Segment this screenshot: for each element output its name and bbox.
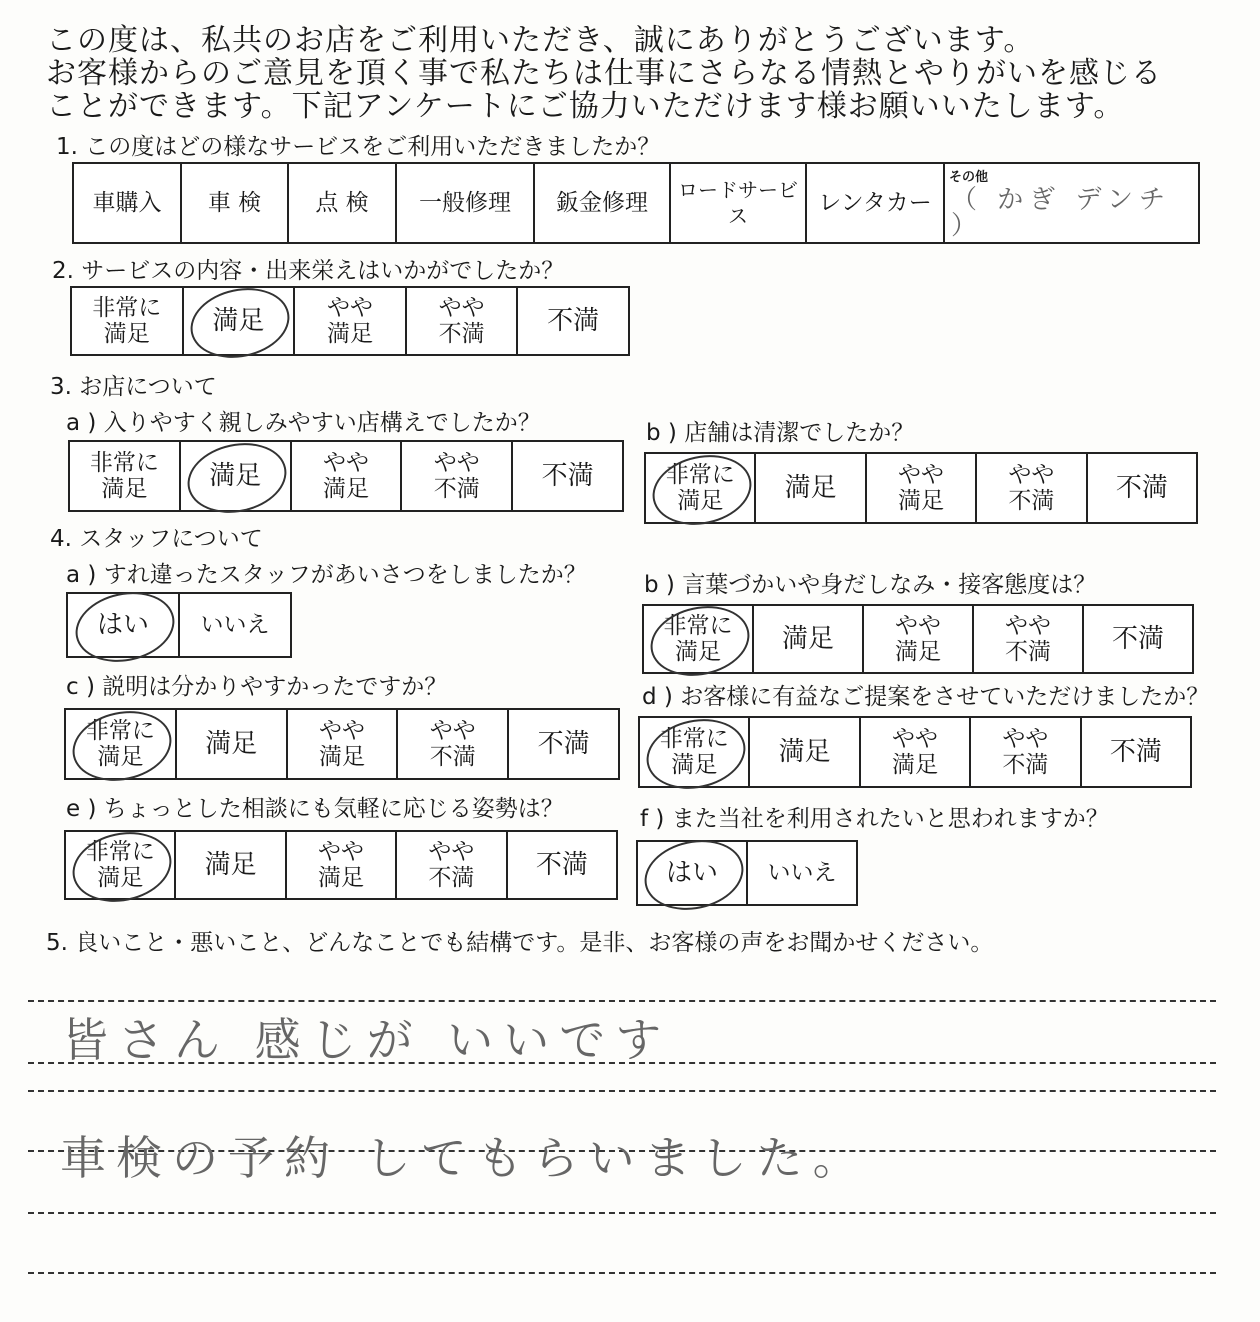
rating-option[interactable] bbox=[640, 718, 750, 786]
rating-option[interactable] bbox=[176, 832, 286, 898]
q1-option-other[interactable] bbox=[945, 164, 1198, 242]
rating-option-label: 満足 bbox=[778, 737, 831, 767]
rating-option[interactable] bbox=[754, 606, 864, 672]
q1-option[interactable]: 車 検 bbox=[182, 164, 289, 242]
q3b-question: b ) 店舗は清潔でしたか？ bbox=[646, 420, 915, 446]
q1-question: 1. この度はどの様なサービスをご利用いただきましたか？ bbox=[56, 134, 661, 160]
rating-option[interactable] bbox=[177, 710, 288, 778]
rating-option[interactable] bbox=[66, 710, 177, 778]
rating-option-label: いいえ bbox=[200, 612, 270, 638]
rating-option[interactable] bbox=[180, 594, 290, 656]
q4a-options bbox=[66, 592, 292, 658]
q4c-options bbox=[64, 708, 620, 780]
q4a-question: a ) すれ違ったスタッフがあいさつをしましたか？ bbox=[66, 562, 587, 588]
comment-line bbox=[28, 1272, 1216, 1274]
rating-option-label: 非常に 満足 bbox=[85, 839, 155, 891]
q4-heading: 4. スタッフについて bbox=[50, 526, 263, 552]
rating-option-label: 非常に 満足 bbox=[85, 718, 155, 770]
rating-option[interactable] bbox=[518, 288, 628, 354]
rating-option[interactable] bbox=[1082, 718, 1190, 786]
rating-option[interactable] bbox=[508, 832, 616, 898]
q3a-question: a ) 入りやすく親しみやすい店構えでしたか？ bbox=[66, 410, 541, 436]
rating-option-label: はい bbox=[96, 610, 149, 640]
rating-option-label: 満足 bbox=[204, 850, 257, 880]
rating-option[interactable] bbox=[1088, 454, 1196, 522]
rating-option[interactable] bbox=[977, 454, 1087, 522]
q5-question: 5. 良いこと・悪いこと、どんなことでも結構です。是非、お客様の声をお聞かせください。 bbox=[46, 930, 994, 956]
rating-option[interactable] bbox=[287, 832, 397, 898]
rating-option[interactable] bbox=[750, 718, 860, 786]
rating-option[interactable] bbox=[748, 842, 856, 904]
rating-option-label: 非常に 満足 bbox=[659, 726, 729, 778]
q3a-options bbox=[68, 440, 624, 512]
q4c-question: c ) 説明は分かりやすかったですか？ bbox=[66, 674, 448, 700]
rating-option-label: やや 満足 bbox=[892, 726, 939, 778]
rating-option-label: やや 不満 bbox=[433, 450, 480, 502]
q4e-options bbox=[64, 830, 618, 900]
rating-option[interactable] bbox=[971, 718, 1081, 786]
rating-option[interactable] bbox=[756, 454, 866, 522]
rating-option[interactable] bbox=[181, 442, 292, 510]
q1-option[interactable]: 点 検 bbox=[289, 164, 397, 242]
rating-option-label: 不満 bbox=[541, 461, 594, 491]
rating-option-label: 満足 bbox=[781, 624, 834, 654]
rating-option[interactable] bbox=[974, 606, 1084, 672]
rating-option-label: 満足 bbox=[209, 461, 262, 491]
rating-option[interactable] bbox=[66, 832, 176, 898]
q2-question: 2. サービスの内容・出来栄えはいかがでしたか？ bbox=[52, 258, 565, 284]
rating-option[interactable] bbox=[867, 454, 977, 522]
rating-option-label: やや 満足 bbox=[898, 462, 945, 514]
rating-option-label: 非常に 満足 bbox=[663, 613, 733, 665]
rating-option-label: やや 満足 bbox=[318, 839, 365, 891]
q3b-options bbox=[644, 452, 1198, 524]
intro-line-1: この度は、私共のお店をご利用いただき、誠にありがとうございます。 bbox=[46, 23, 1035, 58]
rating-option-label: やや 不満 bbox=[429, 718, 476, 770]
q4d-question: d ) お客様に有益なご提案をさせていただけましたか？ bbox=[642, 684, 1210, 710]
q1-option[interactable]: ロードサービス bbox=[671, 164, 807, 242]
q1-option[interactable]: 車購入 bbox=[74, 164, 182, 242]
rating-option-label: 不満 bbox=[1109, 737, 1162, 767]
rating-option[interactable] bbox=[184, 288, 296, 354]
q1-options bbox=[72, 162, 1200, 244]
q2-options bbox=[70, 286, 630, 356]
rating-option-label: 非常に 満足 bbox=[92, 295, 162, 347]
rating-option-label: やや 満足 bbox=[318, 718, 365, 770]
q4f-options bbox=[636, 840, 858, 906]
rating-option-label: はい bbox=[665, 858, 718, 888]
intro-text bbox=[46, 24, 1246, 123]
rating-option-label: 非常に 満足 bbox=[665, 462, 735, 514]
q4e-question: e ) ちょっとした相談にも気軽に応じる姿勢は？ bbox=[66, 796, 564, 822]
q4b-question: b ) 言葉づかいや身だしなみ・接客態度は？ bbox=[644, 572, 1097, 598]
rating-option[interactable] bbox=[644, 606, 754, 672]
q1-other-value: （ かぎ デンチ ） bbox=[951, 185, 1172, 241]
q1-other-label: その他 bbox=[949, 170, 989, 185]
q1-option[interactable]: レンタカー bbox=[807, 164, 945, 242]
rating-option-label: 不満 bbox=[1115, 473, 1168, 503]
rating-option[interactable] bbox=[70, 442, 181, 510]
rating-option[interactable] bbox=[398, 710, 509, 778]
rating-option[interactable] bbox=[646, 454, 756, 522]
comment-line bbox=[28, 1000, 1216, 1002]
rating-option[interactable] bbox=[295, 288, 407, 354]
rating-option-label: やや 不満 bbox=[1008, 462, 1055, 514]
rating-option[interactable] bbox=[407, 288, 519, 354]
rating-option[interactable] bbox=[72, 288, 184, 354]
rating-option[interactable] bbox=[68, 594, 180, 656]
q1-option[interactable]: 一般修理 bbox=[397, 164, 535, 242]
rating-option-label: 非常に 満足 bbox=[89, 450, 159, 502]
rating-option-label: 不満 bbox=[535, 850, 588, 880]
rating-option-label: 不満 bbox=[547, 306, 600, 336]
q4d-options bbox=[638, 716, 1192, 788]
rating-option-label: 不満 bbox=[537, 729, 590, 759]
rating-option[interactable] bbox=[864, 606, 974, 672]
rating-option-label: 不満 bbox=[1111, 624, 1164, 654]
rating-option[interactable] bbox=[509, 710, 618, 778]
comment-line bbox=[28, 1090, 1216, 1092]
q4f-question: f ) また当社を利用されたいと思われますか？ bbox=[640, 806, 1109, 832]
rating-option[interactable] bbox=[402, 442, 513, 510]
intro-line-2: お客様からのご意見を頂く事で私たちは仕事にさらなる情熱とやりがいを感じる bbox=[46, 56, 1162, 91]
rating-option[interactable] bbox=[1084, 606, 1192, 672]
handwritten-comment-line-2: 車検の予約 してもらいました。 bbox=[60, 1131, 869, 1185]
rating-option-label: やや 満足 bbox=[326, 295, 373, 347]
rating-option-label: やや 満足 bbox=[895, 613, 941, 665]
rating-option[interactable] bbox=[638, 842, 748, 904]
rating-option[interactable] bbox=[397, 832, 507, 898]
q3-heading: 3. お店について bbox=[50, 374, 217, 400]
rating-option-label: 満足 bbox=[205, 729, 258, 759]
rating-option-label: 満足 bbox=[212, 306, 265, 336]
intro-line-3: ことができます。下記アンケートにご協力いただけます様お願いいたします。 bbox=[46, 89, 1125, 124]
rating-option-label: 満足 bbox=[784, 473, 837, 503]
handwritten-comment-line-1: 皆さん 感じが いいです bbox=[62, 1013, 672, 1067]
rating-option[interactable] bbox=[861, 718, 971, 786]
rating-option-label: いいえ bbox=[767, 860, 837, 886]
rating-option[interactable] bbox=[292, 442, 403, 510]
rating-option-label: やや 不満 bbox=[428, 839, 475, 891]
comment-line bbox=[28, 1212, 1216, 1214]
rating-option-label: やや 不満 bbox=[1005, 613, 1051, 665]
rating-option[interactable] bbox=[513, 442, 622, 510]
q1-option[interactable]: 鈑金修理 bbox=[535, 164, 671, 242]
rating-option-label: やや 不満 bbox=[438, 295, 485, 347]
rating-option[interactable] bbox=[288, 710, 399, 778]
q4b-options bbox=[642, 604, 1194, 674]
rating-option-label: やや 不満 bbox=[1002, 726, 1049, 778]
rating-option-label: やや 満足 bbox=[322, 450, 369, 502]
